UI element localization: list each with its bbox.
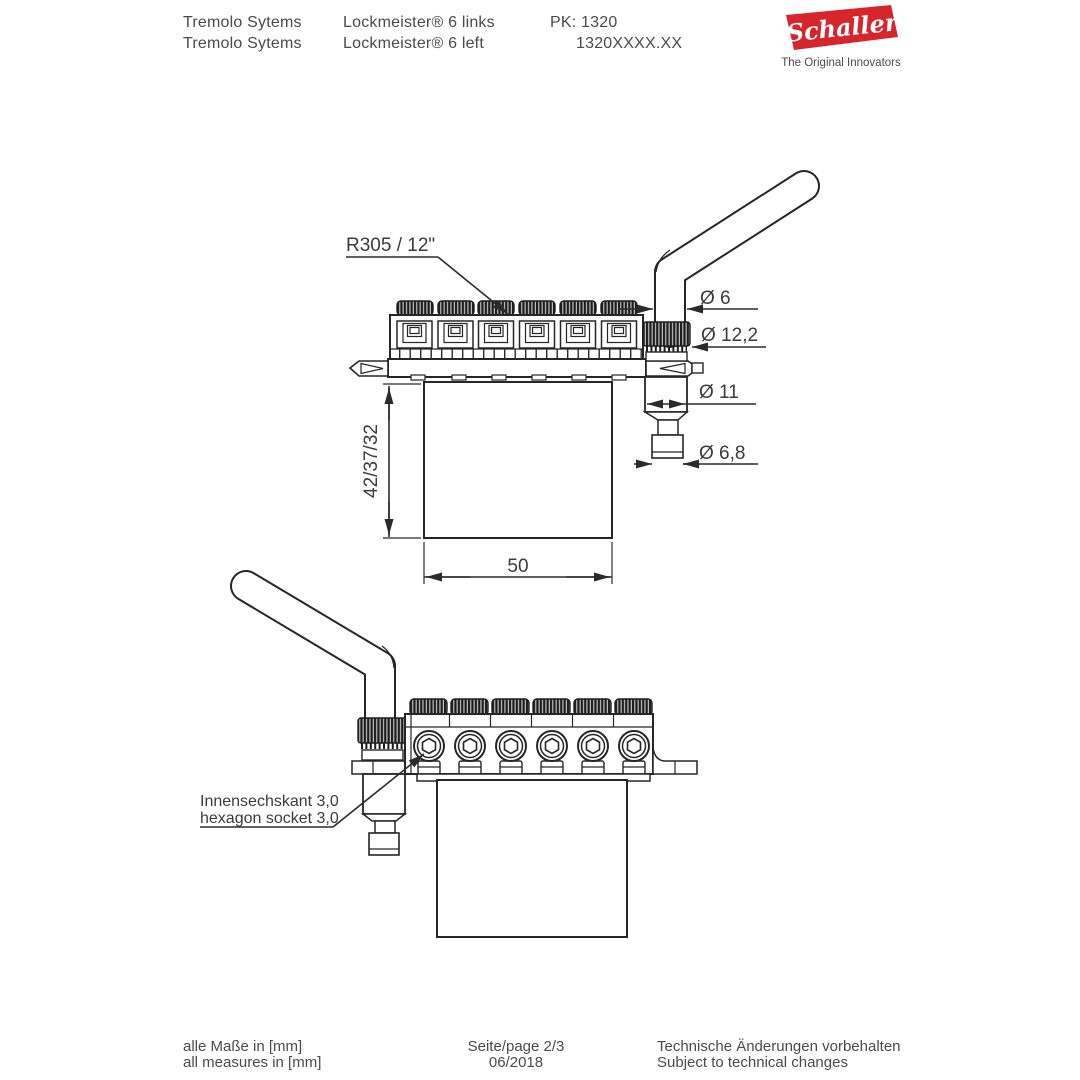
arm-collar-side <box>643 322 690 361</box>
ref-code: PK: 1320 <box>550 14 618 31</box>
notice-de: Technische Änderungen vorbehalten <box>657 1038 901 1055</box>
units-de: alle Maße in [mm] <box>183 1038 303 1055</box>
tremolo-arm-front <box>246 586 394 726</box>
series-line-2: Tremolo Sytems <box>183 35 302 52</box>
footer-notice <box>657 1039 901 1070</box>
ref-number: 1320XXXX.XX <box>576 35 683 52</box>
logo-brand-text: Schaller <box>785 7 899 48</box>
fine-tuner-caps-front <box>410 699 652 715</box>
footer-page <box>416 1039 616 1070</box>
bushing-diameter-label: Ø 11 <box>699 382 739 403</box>
revision-date: 06/2018 <box>488 1053 544 1071</box>
block-height-label: 42/37/32 <box>361 424 382 498</box>
hex-socket-label-de: Innensechskant 3,0 <box>200 793 339 810</box>
fine-tuner-caps-side <box>397 301 637 315</box>
notice-en: Subject to technical changes <box>657 1053 848 1071</box>
sustain-block-front <box>437 780 627 937</box>
logo-tagline: The Original Innovators <box>781 57 901 69</box>
collar-diameter-label: Ø 12,2 <box>701 325 759 346</box>
series-line-1: Tremolo Sytems <box>183 14 302 31</box>
sustain-block-side <box>424 382 612 538</box>
side-view <box>346 186 804 584</box>
arm-bushing-side <box>645 377 687 458</box>
tremolo-arm-side <box>656 186 804 332</box>
block-width-label: 50 <box>507 556 529 577</box>
bridge-body-front <box>405 714 697 781</box>
arm-collar-front <box>352 718 407 774</box>
page-number: Seite/page 2/3 <box>467 1038 565 1055</box>
arm-diameter-label: Ø 6 <box>700 288 731 309</box>
model-line-2: Lockmeister® 6 left <box>343 35 484 52</box>
footer-units <box>183 1039 321 1070</box>
hex-socket-label-en: hexagon socket 3,0 <box>200 810 339 827</box>
units-en: all measures in [mm] <box>183 1053 322 1071</box>
model-line-1: Lockmeister® 6 links <box>343 14 495 31</box>
bridge-body-side <box>390 315 643 359</box>
stud-diameter-label: Ø 6,8 <box>699 443 746 464</box>
front-view <box>200 586 697 937</box>
radius-label: R305 / 12" <box>346 235 436 256</box>
